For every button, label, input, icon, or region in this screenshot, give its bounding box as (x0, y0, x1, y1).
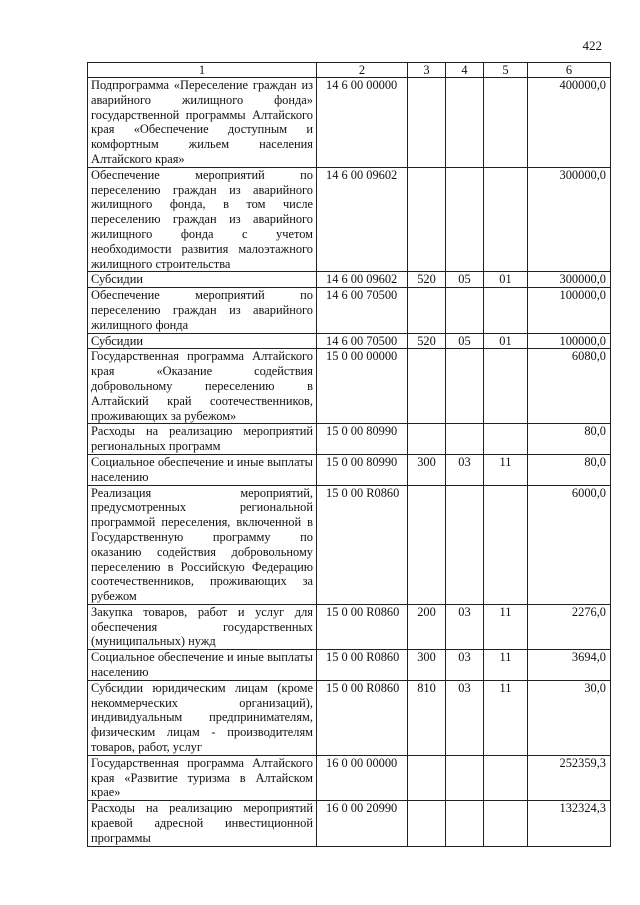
row-name: Субсидии (88, 333, 317, 349)
row-name: Подпрограмма «Переселение граждан из аварийного жилищного фонда» государственной программы Алтайского края «Обеспечение доступным и комфортным жильем населения Алтайского края» (88, 78, 317, 168)
table-row (88, 288, 611, 333)
row-col-4: 03 (446, 604, 484, 649)
row-name: Закупка товаров, работ и услуг для обеспечения государственных (муниципальных) нужд (88, 604, 317, 649)
table-row (88, 485, 611, 604)
row-col-4: 03 (446, 650, 484, 681)
header-col-5: 5 (484, 63, 528, 78)
row-col-3: 520 (408, 272, 446, 288)
row-name: Обеспечение мероприятий по переселению граждан из аварийного жилищного фонда, в том числе переселению граждан из аварийного жилищного фонда с учетом необходимости развития малоэтажного жилищного строительства (88, 167, 317, 272)
row-col-3: 300 (408, 650, 446, 681)
row-col-4 (446, 424, 484, 455)
table-row (88, 680, 611, 755)
table-row (88, 167, 611, 272)
row-amount: 80,0 (528, 454, 611, 485)
row-col-3 (408, 288, 446, 333)
table-row (88, 755, 611, 800)
row-code: 16 0 00 00000 (317, 755, 408, 800)
row-amount: 132324,3 (528, 801, 611, 846)
row-col-5: 11 (484, 454, 528, 485)
row-col-4 (446, 349, 484, 424)
row-code: 16 0 00 20990 (317, 801, 408, 846)
row-col-4 (446, 801, 484, 846)
row-amount: 100000,0 (528, 333, 611, 349)
row-code: 14 6 00 09602 (317, 272, 408, 288)
row-col-4 (446, 167, 484, 272)
row-code: 15 0 00 R0860 (317, 680, 408, 755)
row-col-5: 01 (484, 333, 528, 349)
header-col-4: 4 (446, 63, 484, 78)
row-col-5 (484, 78, 528, 168)
table-row (88, 454, 611, 485)
row-name: Социальное обеспечение и иные выплаты населению (88, 454, 317, 485)
table-row (88, 333, 611, 349)
row-name: Реализация мероприятий, предусмотренных региональной программой переселения, включенной в Государственную программу по оказанию содействия добровольному переселению в Российскую Федерацию соотечественников, проживающих за рубежом (88, 485, 317, 604)
row-col-3: 200 (408, 604, 446, 649)
row-code: 15 0 00 80990 (317, 424, 408, 455)
row-col-5: 11 (484, 604, 528, 649)
row-amount: 80,0 (528, 424, 611, 455)
row-code: 15 0 00 R0860 (317, 485, 408, 604)
row-amount: 100000,0 (528, 288, 611, 333)
table-row (88, 801, 611, 846)
row-code: 14 6 00 09602 (317, 167, 408, 272)
page-number: 422 (582, 38, 602, 53)
row-amount: 3694,0 (528, 650, 611, 681)
header-col-3: 3 (408, 63, 446, 78)
row-col-4: 03 (446, 680, 484, 755)
row-col-5 (484, 424, 528, 455)
row-col-3 (408, 801, 446, 846)
row-col-3 (408, 424, 446, 455)
row-col-3: 300 (408, 454, 446, 485)
row-name: Обеспечение мероприятий по переселению граждан из аварийного жилищного фонда (88, 288, 317, 333)
row-col-3 (408, 755, 446, 800)
row-col-3 (408, 485, 446, 604)
row-col-5 (484, 167, 528, 272)
budget-table (87, 62, 611, 847)
row-col-4 (446, 288, 484, 333)
row-col-4 (446, 755, 484, 800)
row-col-4 (446, 78, 484, 168)
row-col-4 (446, 485, 484, 604)
header-col-2: 2 (317, 63, 408, 78)
row-col-3 (408, 78, 446, 168)
row-code: 14 6 00 70500 (317, 333, 408, 349)
row-col-5 (484, 801, 528, 846)
row-amount: 400000,0 (528, 78, 611, 168)
row-amount: 300000,0 (528, 167, 611, 272)
row-name: Субсидии (88, 272, 317, 288)
row-amount: 300000,0 (528, 272, 611, 288)
row-col-5 (484, 349, 528, 424)
table-row (88, 272, 611, 288)
row-col-4: 05 (446, 333, 484, 349)
row-code: 15 0 00 00000 (317, 349, 408, 424)
row-col-5 (484, 485, 528, 604)
row-col-4: 03 (446, 454, 484, 485)
row-name: Социальное обеспечение и иные выплаты населению (88, 650, 317, 681)
row-amount: 252359,3 (528, 755, 611, 800)
row-col-3 (408, 349, 446, 424)
row-col-5: 11 (484, 680, 528, 755)
row-col-5: 01 (484, 272, 528, 288)
row-code: 14 6 00 00000 (317, 78, 408, 168)
row-col-3: 810 (408, 680, 446, 755)
row-name: Расходы на реализацию мероприятий региональных программ (88, 424, 317, 455)
header-row (88, 63, 611, 78)
table-row (88, 349, 611, 424)
row-name: Государственная программа Алтайского края «Оказание содействия добровольному переселению в Алтайский край соотечественников, проживающих за рубежом» (88, 349, 317, 424)
row-col-5 (484, 755, 528, 800)
row-col-5 (484, 288, 528, 333)
row-code: 15 0 00 R0860 (317, 650, 408, 681)
row-code: 15 0 00 R0860 (317, 604, 408, 649)
table-row (88, 424, 611, 455)
row-code: 15 0 00 80990 (317, 454, 408, 485)
row-col-3 (408, 167, 446, 272)
row-col-3: 520 (408, 333, 446, 349)
row-name: Расходы на реализацию мероприятий краевой адресной инвестиционной программы (88, 801, 317, 846)
row-amount: 2276,0 (528, 604, 611, 649)
row-col-5: 11 (484, 650, 528, 681)
row-code: 14 6 00 70500 (317, 288, 408, 333)
row-name: Государственная программа Алтайского края «Развитие туризма в Алтайском крае» (88, 755, 317, 800)
row-col-4: 05 (446, 272, 484, 288)
table-row (88, 78, 611, 168)
header-col-1: 1 (88, 63, 317, 78)
header-col-6: 6 (528, 63, 611, 78)
row-name: Субсидии юридическим лицам (кроме некоммерческих организаций), индивидуальным предпринимателям, физическим лицам - производителям товаров, работ, услуг (88, 680, 317, 755)
table-row (88, 650, 611, 681)
table-row (88, 604, 611, 649)
row-amount: 6000,0 (528, 485, 611, 604)
row-amount: 6080,0 (528, 349, 611, 424)
row-amount: 30,0 (528, 680, 611, 755)
